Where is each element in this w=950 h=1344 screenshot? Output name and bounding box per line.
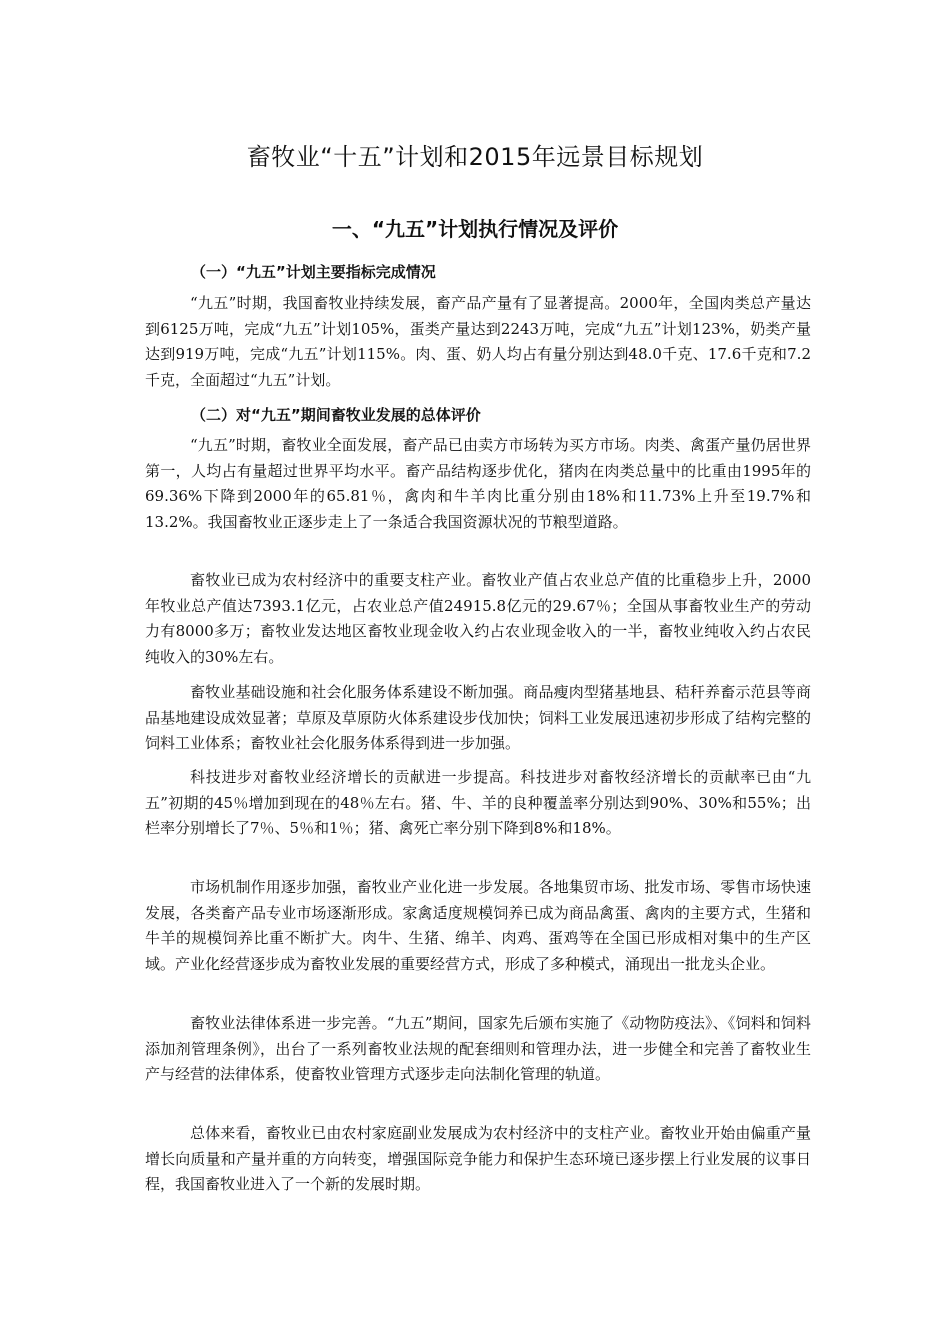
paragraph: “九五”时期，我国畜牧业持续发展，畜产品产量有了显著提高。2000年，全国肉类总产量达到6125万吨，完成“九五”计划105%，蛋类产量达到2243万吨，完成“九五”计划123%，奶类产量达到919万吨，完成“九五”计划115%。肉、蛋、奶人均占有量分别达到48.0千克、17.6千克和7.2千克，全面超过“九五”计划。 [145, 294, 811, 389]
document-title: 畜牧业“十五”计划和2015年远景目标规划 [246, 143, 704, 171]
paragraph: 畜牧业法律体系进一步完善。“九五”期间，国家先后颁布实施了《动物防疫法》、《饲料和饲料添加剂管理条例》，出台了一系列畜牧业法规的配套细则和管理办法，进一步健全和完善了畜牧业生产与经营的法律体系，使畜牧业管理方式逐步走向法制化管理的轨道。 [145, 1014, 811, 1084]
subsection-heading: （二）对“九五”期间畜牧业发展的总体评价 [191, 406, 481, 424]
paragraph: 科技进步对畜牧业经济增长的贡献进一步提高。科技进步对畜牧经济增长的贡献率已由“九五”初期的45％增加到现在的48％左右。猪、牛、羊的良种覆盖率分别达到90%、30%和55%；出栏率分别增长了7％、5％和1％；猪、禽死亡率分别下降到8%和18%。 [145, 768, 811, 838]
paragraph: “九五”时期，畜牧业全面发展，畜产品已由卖方市场转为买方市场。肉类、禽蛋产量仍居世界第一，人均占有量超过世界平均水平。畜产品结构逐步优化，猪肉在肉类总量中的比重由1995年的69.36%下降到2000年的65.81％，禽肉和牛羊肉比重分别由18%和11.73%上升至19.7%和13.2%。我国畜牧业正逐步走上了一条适合我国资源状况的节粮型道路。 [145, 436, 811, 531]
subsection-heading: （一）“九五”计划主要指标完成情况 [191, 263, 436, 281]
section-heading: 一、“九五”计划执行情况及评价 [331, 217, 619, 241]
paragraph: 畜牧业基础设施和社会化服务体系建设不断加强。商品瘦肉型猪基地县、秸秆养畜示范县等商品基地建设成效显著；草原及草原防火体系建设步伐加快；饲料工业发展迅速初步形成了结构完整的饲料工业体系；畜牧业社会化服务体系得到进一步加强。 [145, 683, 811, 753]
paragraph: 总体来看，畜牧业已由农村家庭副业发展成为农村经济中的支柱产业。畜牧业开始由偏重产量增长向质量和产量并重的方向转变，增强国际竞争能力和保护生态环境已逐步摆上行业发展的议事日程，我国畜牧业进入了一个新的发展时期。 [145, 1124, 811, 1194]
paragraph: 市场机制作用逐步加强，畜牧业产业化进一步发展。各地集贸市场、批发市场、零售市场快速发展，各类畜产品专业市场逐渐形成。家禽适度规模饲养已成为商品禽蛋、禽肉的主要方式，生猪和牛羊的规模饲养比重不断扩大。肉牛、生猪、绵羊、肉鸡、蛋鸡等在全国已形成相对集中的生产区域。产业化经营逐步成为畜牧业发展的重要经营方式，形成了多种模式，涌现出一批龙头企业。 [145, 878, 811, 973]
paragraph: 畜牧业已成为农村经济中的重要支柱产业。畜牧业产值占农业总产值的比重稳步上升，2000年牧业总产值达7393.1亿元，占农业总产值24915.8亿元的29.67％；全国从事畜牧业生产的劳动力有8000多万；畜牧业发达地区畜牧业现金收入约占农业现金收入的一半，畜牧业纯收入约占农民纯收入的30%左右。 [145, 571, 811, 666]
